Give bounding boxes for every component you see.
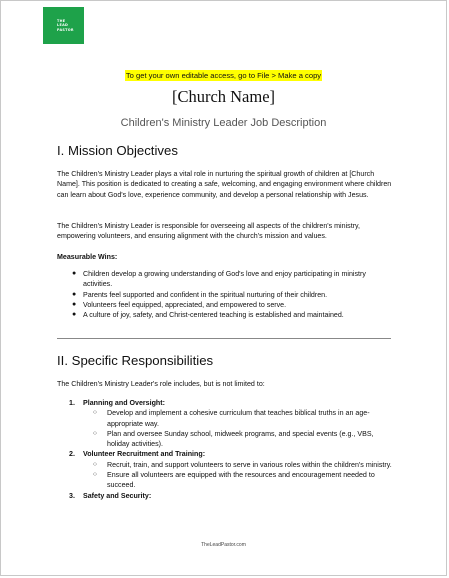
list-item: ● Volunteers feel equipped, appreciated, and empowered to serve.: [72, 300, 287, 309]
list-item: ○ Recruit, train, and support volunteers to serve in various roles within the children's ministry.: [93, 460, 392, 469]
the-lead-pastor-logo: [43, 7, 84, 44]
list-item: ○ Develop and implement a cohesive curriculum that teaches biblical truths in an age-appropriate way.: [93, 409, 370, 428]
section-1-paragraph-1: The Children's Ministry Leader plays a vital role in nurturing the spiritual growth of children at [Church Name]. This position is dedicated to creating a safe, welcoming, and engaging environment where children can learn about God's love, experience community, and develop a personal relationship with Jesus.: [57, 170, 392, 199]
list-item: ● Children develop a growing understanding of God's love and enjoy participating in ministry activities.: [72, 270, 366, 289]
copy-notice-row: [1, 65, 446, 83]
bullet-icon: ●: [72, 311, 77, 319]
circle-bullet-icon: ○: [93, 409, 97, 417]
circle-bullet-icon: ○: [93, 429, 97, 437]
document-subtitle: Children's Ministry Leader Job Description: [120, 117, 327, 129]
footer-website: TheLeadPastor.com: [201, 542, 246, 548]
section-2-heading: II. Specific Responsibilities: [57, 353, 214, 368]
section-1-paragraph-2: The Children's Ministry Leader is responsible for overseeing all aspects of the children's ministry, empowering volunteers, and ensuring alignment with the church's mission and values.: [57, 222, 361, 241]
responsibility-item: 3. Safety and Security:: [69, 491, 152, 500]
measurable-wins-list: [57, 269, 393, 320]
bullet-icon: ●: [72, 300, 77, 308]
list-item: ○ Ensure all volunteers are equipped with the resources and encouragement needed to succeed.: [93, 471, 375, 490]
circle-bullet-icon: ○: [93, 471, 97, 479]
responsibility-item: 1. Planning and Oversight:: [69, 399, 165, 407]
logo-line-2: LEAD: [57, 23, 69, 28]
logo-line-1: THE: [57, 18, 66, 23]
logo-line-3: PASTOR: [57, 27, 74, 32]
list-item: ○ Plan and oversee Sunday school, midweek programs, and special events (e.g., VBS, holiday activities).: [93, 429, 374, 449]
section-1-heading: I. Mission Objectives: [57, 143, 178, 158]
list-item: ● Parents feel supported and confident in the spiritual nurturing of their children.: [72, 290, 328, 299]
responsibility-item: 2. Volunteer Recruitment and Training:: [69, 450, 206, 459]
bullet-icon: ●: [72, 290, 77, 298]
measurable-wins-label: Measurable Wins:: [57, 253, 118, 261]
church-name-title: [Church Name]: [171, 87, 276, 106]
bullet-icon: ●: [72, 270, 77, 277]
section-divider: [57, 338, 391, 339]
copy-notice: To get your own editable access, go to File > Make a copy: [125, 71, 322, 80]
responsibilities-list: [57, 398, 393, 501]
list-item: ● A culture of joy, safety, and Christ-centered teaching is established and maintained.: [72, 311, 344, 320]
section-2-intro: The Children's Ministry Leader's role includes, but is not limited to:: [57, 380, 265, 388]
circle-bullet-icon: ○: [93, 460, 97, 468]
